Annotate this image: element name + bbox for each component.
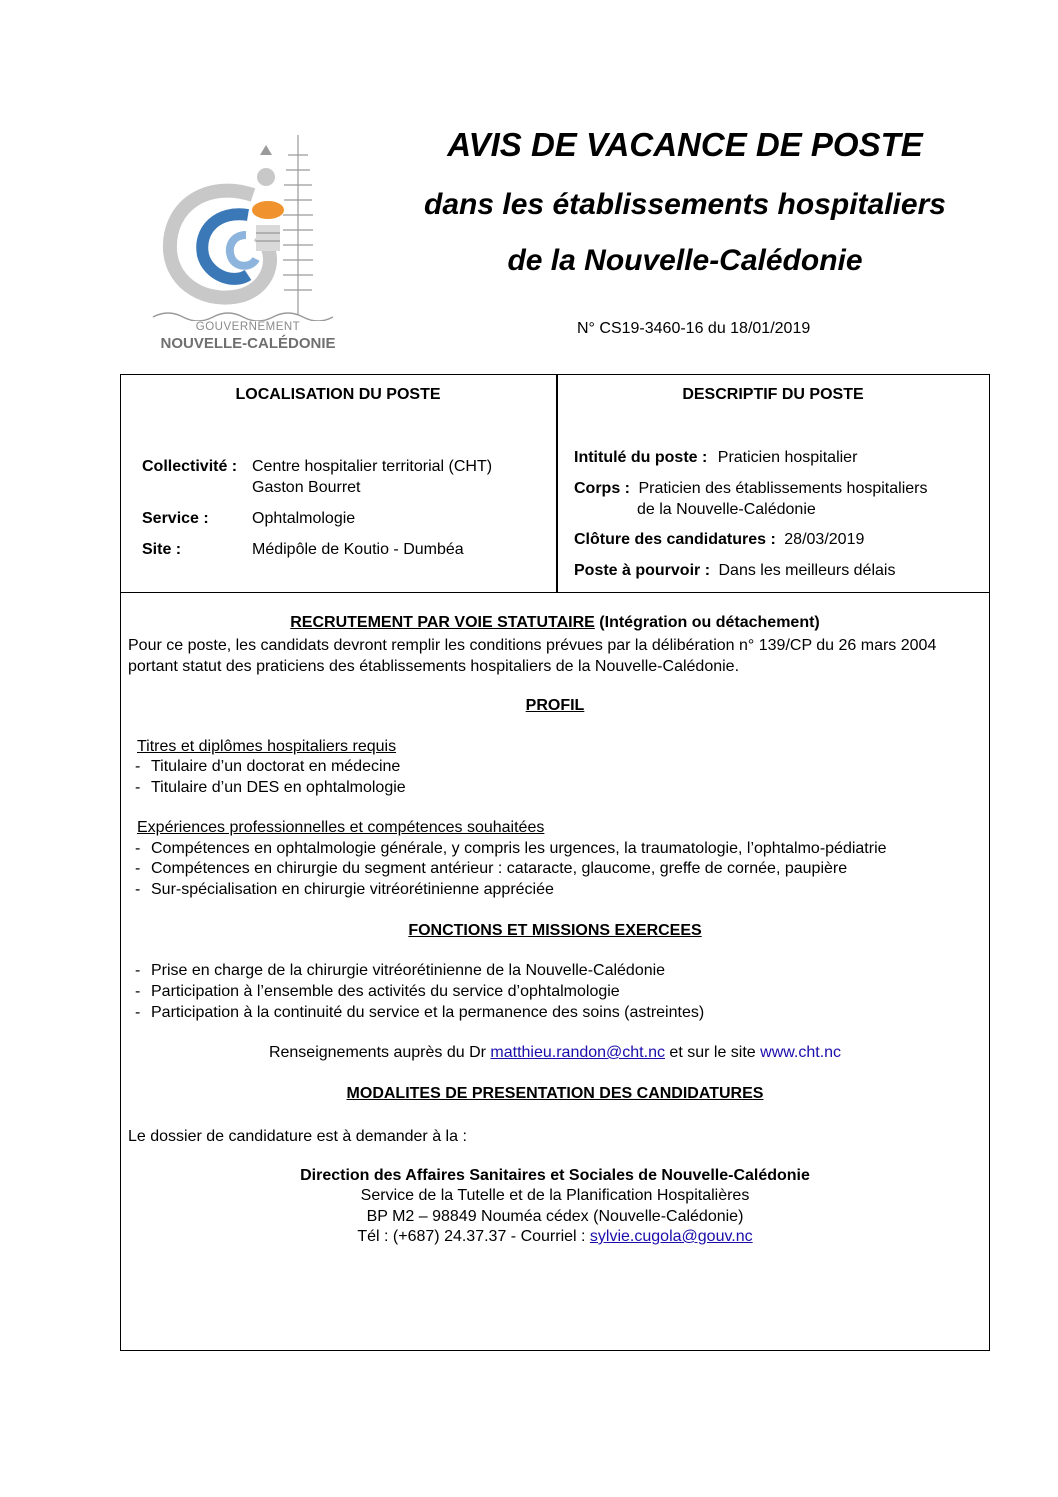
fonctions-title: FONCTIONS ET MISSIONS EXERCEES xyxy=(408,922,702,939)
descriptif-heading: DESCRIPTIF DU POSTE xyxy=(682,386,864,403)
poste-value: Dans les meilleurs délais xyxy=(718,562,896,579)
dass-email-link[interactable]: sylvie.cugola@gouv.nc xyxy=(589,1228,753,1245)
column-divider xyxy=(556,374,558,593)
contact-email-link[interactable]: matthieu.randon@cht.nc xyxy=(490,1044,665,1061)
list-item: - Compétences en chirurgie du segment antérieur : cataracte, glaucome, greffe de cornée, paupière xyxy=(135,860,848,877)
list-item: - Titulaire d’un DES en ophtalmologie xyxy=(135,779,406,796)
service-label: Service : xyxy=(142,510,209,527)
reference-number: N° CS19-3460-16 du 18/01/2019 xyxy=(577,320,811,337)
corps-label: Corps : xyxy=(574,480,630,497)
intitule-row xyxy=(574,449,857,467)
intitule-value: Praticien hospitalier xyxy=(717,449,858,466)
list-item: - Titulaire d’un doctorat en médecine xyxy=(135,758,401,775)
cht-website-link[interactable]: www.cht.nc xyxy=(760,1044,842,1061)
logo-text-gouvernement: GOUVERNEMENT xyxy=(195,321,301,333)
logo-text-nouvelle-caledonie: NOUVELLE-CALÉDONIE xyxy=(160,335,336,352)
cloture-label: Clôture des candidatures : xyxy=(574,531,776,548)
contact-line: Renseignements auprès du Dr matthieu.randon@cht.nc et sur le site www.cht.nc xyxy=(268,1044,842,1061)
list-item: - Participation à la continuité du service et la permanence des soins (astreintes) xyxy=(135,1004,705,1021)
page-subtitle-1: dans les établissements hospitaliers xyxy=(424,188,946,221)
site-label: Site : xyxy=(142,541,182,558)
cloture-value: 28/03/2019 xyxy=(784,531,865,548)
list-item: - Participation à l’ensemble des activités du service d’ophtalmologie xyxy=(135,983,620,1000)
collectivite-value-1: Centre hospitalier territorial (CHT) xyxy=(252,458,493,475)
collectivite-label: Collectivité : xyxy=(142,458,238,475)
dass-contact: Tél : (+687) 24.37.37 - Courriel : sylvie.cugola@gouv.nc xyxy=(357,1228,753,1245)
collectivite-value-2: Gaston Bourret xyxy=(252,479,361,496)
poste-row xyxy=(574,562,895,580)
profil-title: PROFIL xyxy=(525,697,585,714)
corps-value-2: de la Nouvelle-Calédonie xyxy=(637,501,816,518)
modalites-title: MODALITES DE PRESENTATION DES CANDIDATURES xyxy=(346,1085,764,1102)
modalites-intro: Le dossier de candidature est à demander à la : xyxy=(128,1128,467,1145)
government-logo xyxy=(148,125,348,357)
corps-row xyxy=(574,480,927,498)
service-value: Ophtalmologie xyxy=(252,510,356,527)
dass-service: Service de la Tutelle et de la Planification Hospitalières xyxy=(360,1187,750,1204)
experiences-heading: Expériences professionnelles et compétences souhaitées xyxy=(137,819,545,836)
recrutement-title-rest: (Intégration ou détachement) xyxy=(599,614,820,631)
recrutement-title-main: RECRUTEMENT PAR VOIE STATUTAIRE xyxy=(290,614,595,631)
list-item: - Compétences en ophtalmologie générale, y compris les urgences, la traumatologie, l’ophtalmo-pédiatrie xyxy=(135,840,887,857)
page-subtitle-2: de la Nouvelle-Calédonie xyxy=(507,244,863,277)
titres-heading: Titres et diplômes hospitaliers requis xyxy=(137,738,397,755)
corps-value-1: Praticien des établissements hospitaliers xyxy=(638,480,928,497)
cloture-row xyxy=(574,531,864,549)
page-title: AVIS DE VACANCE DE POSTE xyxy=(447,126,923,163)
recrutement-title xyxy=(120,614,990,632)
list-item: - Prise en charge de la chirurgie vitréorétinienne de la Nouvelle-Calédonie xyxy=(135,962,666,979)
localisation-heading: LOCALISATION DU POSTE xyxy=(235,386,441,403)
list-item: - Sur-spécialisation en chirurgie vitréorétinienne appréciée xyxy=(135,881,554,898)
nautilus-logo-icon xyxy=(148,125,348,321)
poste-label: Poste à pourvoir : xyxy=(574,562,711,579)
site-value: Médipôle de Koutio - Dumbéa xyxy=(252,541,464,558)
dass-address: BP M2 – 98849 Nouméa cédex (Nouvelle-Calédonie) xyxy=(366,1208,744,1225)
recrutement-text: Pour ce poste, les candidats devront remplir les conditions prévues par la délibération n° 139/CP du 26 mars 2004 portant statut des praticiens des établissements hospitaliers de la Nouvelle-Calédonie. xyxy=(128,637,937,675)
dass-org: Direction des Affaires Sanitaires et Sociales de Nouvelle-Calédonie xyxy=(300,1167,810,1184)
intitule-label: Intitulé du poste : xyxy=(574,449,708,466)
